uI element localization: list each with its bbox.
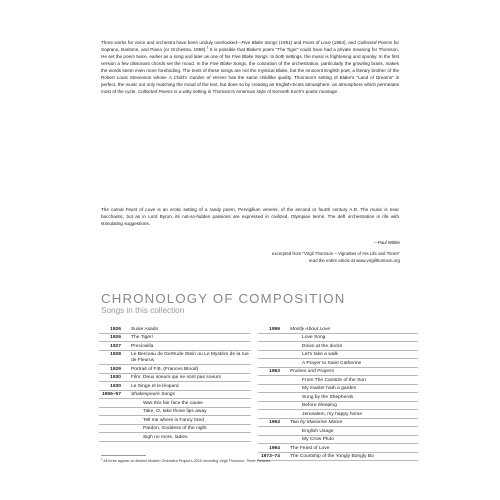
song-title: Sigh no more, ladies — [143, 434, 188, 440]
section-subtitle: Songs in this collection — [101, 306, 185, 315]
song-title: Shakespeare Songs — [131, 392, 176, 397]
song-title: Pardon, Goddess of the night — [143, 426, 207, 431]
composition-year: 1928 — [110, 352, 121, 357]
source-attribution: excerpted from "Virgil Thomson – Vignettes of His Life and Times" — [271, 251, 400, 256]
chronology-row — [258, 436, 418, 445]
chronology-row — [258, 419, 418, 428]
chronology-row — [258, 453, 418, 462]
chronology-row — [258, 385, 418, 394]
song-title: Praises and Prayers — [290, 369, 335, 374]
chronology-row — [99, 325, 251, 334]
song-title: Jerusalem, my happy home — [302, 411, 363, 417]
chronology-right-column — [258, 325, 418, 461]
song-title: Film: Deux soeurs qui ne sont pas soeurs — [131, 375, 221, 380]
chronology-row — [258, 393, 418, 402]
chronology-row — [258, 351, 418, 360]
song-title: The Feast of Love — [290, 445, 330, 451]
song-title: Preciosilla — [131, 343, 154, 349]
song-title: Le Singe et le léopard — [131, 383, 179, 389]
chronology-row — [99, 342, 251, 351]
composition-year: 1926 — [110, 326, 121, 332]
feast-of-love-paragraph: The carnal Feast of Love is an erotic setting of a randy poem, Pervigilium veneris, of the second or fourth century A.D. The music is near bacchantic, but as in Lord Byron, its not-so-hidden passions are expressed in civilized, Olympian terms. The deft orchestration is rife with stimulating suggestions. — [101, 207, 400, 226]
song-title: Susie Asado — [131, 326, 159, 332]
chronology-left-column — [99, 325, 251, 442]
song-title: The Tiger! — [131, 335, 154, 340]
composition-year: 1964 — [269, 445, 280, 451]
song-title: Tell me where is Fancy bred — [143, 417, 204, 423]
song-title: Take, O, take those lips away — [143, 409, 207, 414]
section-title: CHRONOLOGY OF COMPOSITION — [101, 291, 346, 306]
composition-year: 1926 — [110, 335, 121, 340]
chronology-row — [99, 416, 251, 425]
song-title: Portrait of F.B. (Frances Blood) — [131, 366, 199, 372]
chronology-row — [258, 368, 418, 377]
song-title: My master hath a garden — [302, 386, 357, 391]
footnote-marker: 1 — [206, 45, 209, 50]
chronology-row — [99, 334, 251, 343]
chronology-row — [258, 359, 418, 368]
chronology-row — [258, 410, 418, 419]
composition-year: 1963 — [269, 420, 280, 425]
footnote: $^1$ All three appear on Boston Modern Orchestra Project's 2010 recording Virgil Thomson: Three Pictures. — [101, 457, 271, 463]
chronology-row — [99, 408, 251, 417]
song-title: Down at the docks — [302, 343, 343, 349]
chronology-row — [99, 391, 251, 400]
chronology-row — [258, 376, 418, 385]
song-title: English Usage — [302, 428, 334, 434]
chronology-row — [99, 382, 251, 391]
song-title: Mostly About Love — [290, 326, 331, 332]
composition-year: 1959 — [269, 326, 280, 332]
author-attribution: —Paul Wittke — [373, 240, 400, 245]
composition-year: 1973–74 — [260, 454, 280, 459]
intro-paragraph: Three works for voice and orchestra have been unduly overlooked—Five Blake Songs (1951) and Feast of Love (1964), and Collected Poems for Soprano, Baritone, and Piano (or Orchestra, 1959).$^1$ It is possible that Blake's poem "The Tiger" could have had a private meaning for Thomson. He set the poem twice, earlier as a song and later as one of his Five Blake Songs. In both settings, the music is frightening and spooky. In the first version a few dissonant chords set the mood. In the Five Blake Songs, the coloration of the orchestration, particularly the growling brass, makes the words seem even more foreboding. The texts of these songs are not the mystical Blake, but the innocent English poet, a literary brother of the Robert Louis Stevenson whose A Child's Garden of Verses has the same childlike quality. Thomson's setting of Blake's "Land of Dreams" is perfect, the music not only matching the mood of the text, but does so by creating an English-Scots atmosphere, an atmosphere which permeates most of the cycle. Collected Poems is a witty setting in Thomson's American style of Kenneth Koch's poetic montage. — [101, 40, 400, 94]
song-title: My Crow Pluto — [302, 437, 334, 442]
chronology-row — [258, 444, 418, 453]
song-title: The Courtship of the Yongly Bongly Bo — [290, 454, 374, 459]
composition-year: 1929 — [110, 366, 121, 372]
song-title: From The Canticle of the Sun — [302, 377, 366, 383]
chronology-row — [258, 325, 418, 334]
composition-year: 1956–57 — [101, 392, 121, 397]
chronology-row — [258, 402, 418, 411]
chronology-row — [99, 425, 251, 434]
chronology-row — [99, 351, 251, 366]
chronology-row — [258, 334, 418, 343]
footnote-number: 1 — [101, 457, 103, 461]
composition-year: 1963 — [269, 369, 280, 374]
chronology-row — [99, 399, 251, 408]
song-title: A Prayer to Saint Catherine — [302, 360, 362, 366]
footnote-divider — [101, 455, 146, 456]
song-title: Sung by the Shepherds — [302, 394, 354, 400]
song-title: Love Song — [302, 335, 326, 340]
chronology-row — [99, 374, 251, 383]
composition-year: 1930 — [110, 383, 121, 389]
song-title: Le Berceau de Gertrude Stein ou Le Mystère de la rue de Fleurus — [131, 352, 249, 363]
chronology-row — [99, 433, 251, 442]
source-link: read the entire article at www.virgilthomson.org — [308, 258, 400, 263]
song-title: Before Sleeping — [302, 403, 337, 408]
song-title: Let's take a walk — [302, 352, 339, 357]
chronology-row — [99, 365, 251, 374]
song-title: Two by Marianne Moore — [290, 420, 343, 425]
composition-year: 1927 — [110, 343, 121, 349]
chronology-row — [258, 342, 418, 351]
song-title: Was this fair face the cause — [143, 400, 203, 406]
chronology-row — [258, 427, 418, 436]
composition-year: 1930 — [110, 375, 121, 380]
